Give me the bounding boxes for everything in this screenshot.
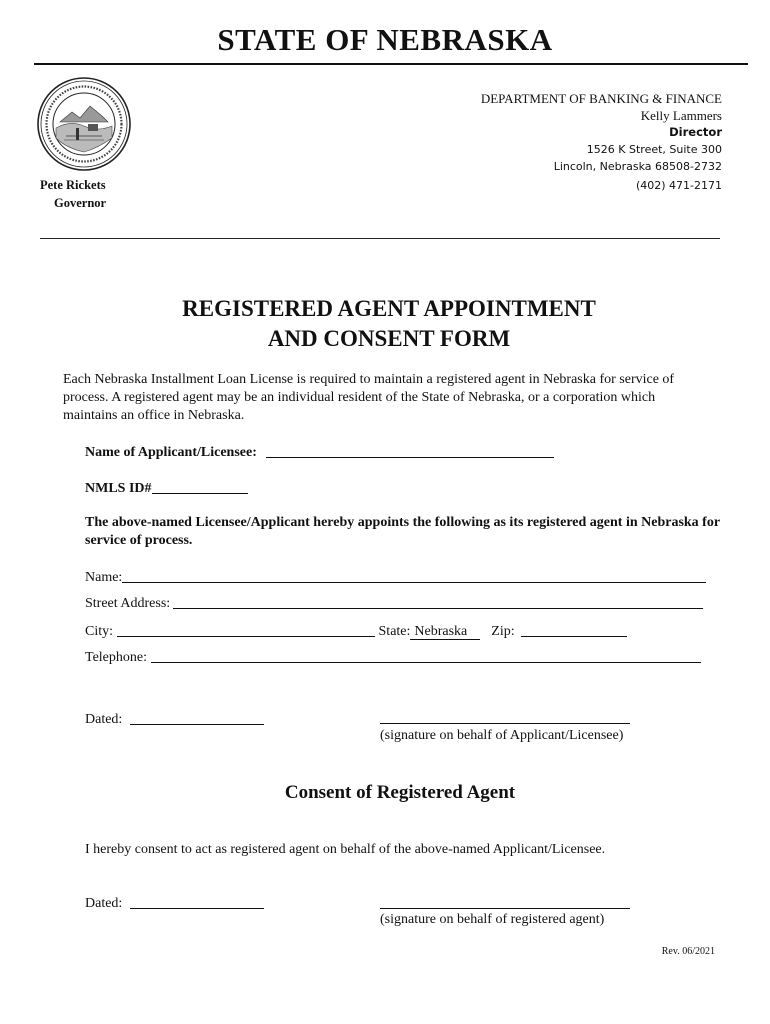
applicant-row (85, 443, 554, 461)
agent-dated-row (85, 894, 264, 912)
appointment-statement: The above-named Licensee/Applicant hereby appoints the following as its registered agent in Nebraska for service of process. (85, 515, 720, 548)
city-field[interactable] (117, 622, 375, 637)
director-name: Kelly Lammers (640, 108, 722, 123)
governor-title: Governor (54, 196, 107, 210)
zip-field[interactable] (521, 622, 627, 637)
department-name: DEPARTMENT OF BANKING & FINANCE (480, 91, 722, 106)
title-rule (34, 63, 748, 65)
applicant-label: Name of Applicant/Licensee: (85, 445, 257, 460)
applicant-signature-line[interactable] (380, 723, 630, 724)
agent-date-field[interactable] (130, 894, 264, 909)
state-field[interactable] (410, 624, 479, 640)
state-seal-icon (36, 76, 132, 172)
street-row (85, 594, 703, 612)
consent-title: Consent of Registered Agent (284, 782, 516, 803)
agent-name-row (85, 568, 706, 586)
form-title-line1: REGISTERED AGENT APPOINTMENT (182, 296, 596, 321)
zip-label: Zip: (491, 624, 515, 639)
agent-signature-line[interactable] (380, 908, 630, 909)
department-phone: (402) 471-2171 (635, 179, 722, 192)
applicant-signature-caption: (signature on behalf of Applicant/Licensee) (380, 728, 624, 743)
state-value: Nebraska (414, 624, 468, 639)
applicant-date-field[interactable] (130, 710, 264, 725)
address-line2: Lincoln, Nebraska 68508-2732 (553, 160, 722, 173)
city-label: City: (85, 624, 114, 639)
agent-signature-caption: (signature on behalf of registered agent) (380, 912, 605, 927)
city-row (85, 622, 627, 640)
telephone-label: Telephone: (85, 650, 147, 665)
agent-name-label: Name: (85, 570, 123, 585)
intro-paragraph: Each Nebraska Installment Loan License is required to maintain a registered agent in Nebraska for service of process. A registered agent may be an individual resident of the State of Nebraska, or a corporation which maintains an office in Nebraska. (63, 372, 675, 423)
state-label: State: (378, 624, 411, 639)
state-title: STATE OF NEBRASKA (217, 22, 553, 57)
address-line1: 1526 K Street, Suite 300 (586, 143, 722, 156)
consent-text: I hereby consent to act as registered agent on behalf of the above-named Applicant/Licensee. (85, 842, 606, 857)
street-address-field[interactable] (173, 594, 703, 609)
applicant-dated-row (85, 710, 264, 728)
director-title: Director (669, 125, 722, 139)
form-title (0, 294, 770, 354)
governor-name: Pete Rickets (40, 178, 106, 192)
agent-name-field[interactable] (122, 568, 706, 583)
applicant-dated-label: Dated: (85, 712, 123, 727)
telephone-row (85, 648, 701, 666)
header-separator (40, 238, 720, 239)
form-title-line2: AND CONSENT FORM (267, 326, 511, 351)
telephone-field[interactable] (151, 648, 701, 663)
applicant-name-field[interactable] (266, 443, 554, 458)
nmls-label: NMLS ID# (85, 481, 152, 496)
street-label: Street Address: (85, 596, 171, 611)
revision-label: Rev. 06/2021 (661, 946, 715, 957)
governor-block (40, 176, 106, 212)
nmls-row (85, 479, 248, 497)
nmls-id-field[interactable] (152, 479, 248, 494)
department-block (481, 90, 722, 194)
agent-dated-label: Dated: (85, 896, 123, 911)
